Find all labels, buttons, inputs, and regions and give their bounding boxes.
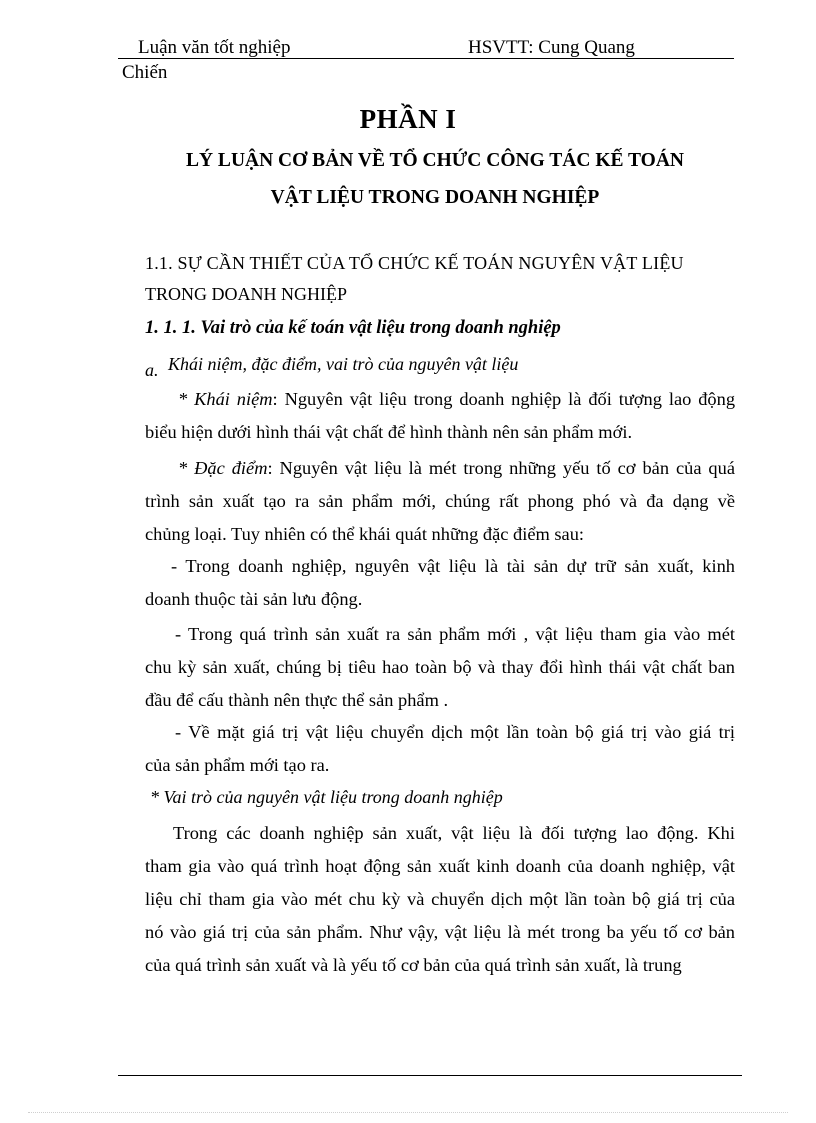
definition-text: : Nguyên vật liệu trong doanh nghiệp là đối tượng lao động <box>272 389 736 409</box>
paragraph-line: của sản phẩm mới tạo ra. <box>145 755 330 775</box>
paragraph-line: chu kỳ sản xuất, chúng bị tiêu hao toàn bộ và thay đổi hình thái vật chất ban <box>145 657 735 677</box>
footer-rule <box>118 1075 742 1076</box>
chapter-title-line-1: LÝ LUẬN CƠ BẢN VỀ TỔ CHỨC CÔNG TÁC KẾ TOÁN <box>185 150 685 171</box>
paragraph-line: - Trong doanh nghiệp, nguyên vật liệu là tài sản dự trữ sản xuất, kinh <box>171 556 735 576</box>
paragraph-line <box>145 452 735 485</box>
paragraph-role <box>145 817 735 982</box>
paragraph-line: doanh thuộc tài sản lưu động. <box>145 589 363 609</box>
characteristics-text: : Nguyên vật liệu là mét trong những yếu tố cơ bản của quá <box>267 458 735 478</box>
header-rule <box>118 58 734 59</box>
header-author-continuation: Chiến <box>122 62 168 83</box>
paragraph-definition <box>145 383 735 449</box>
characteristics-label: * Đặc điểm <box>178 458 268 478</box>
section-heading-line-1: 1.1. SỰ CẦN THIẾT CỦA TỔ CHỨC KẾ TOÁN NGUYÊN VẬT LIỆU <box>145 253 684 273</box>
paragraph-line: tham gia vào quá trình hoạt động sản xuất kinh doanh của doanh nghiệp, vật <box>145 856 735 876</box>
part-title: PHẦN I <box>359 104 457 134</box>
paragraph-line: chủng loại. Tuy nhiên có thể khái quát những đặc điểm sau: <box>145 524 585 544</box>
paragraph-line: - Về mặt giá trị vật liệu chuyển dịch một lần toàn bộ giá trị vào giá trị <box>175 722 735 742</box>
chapter-title-line-2: VẬT LIỆU TRONG DOANH NGHIỆP <box>270 187 600 208</box>
header-author: HSVTT: Cung Quang <box>468 37 635 58</box>
paragraph-bullet-1 <box>145 550 735 616</box>
paragraph-characteristics <box>145 452 735 551</box>
paragraph-line <box>145 383 735 416</box>
paragraph-line: - Trong quá trình sản xuất ra sản phẩm mới , vật liệu tham gia vào mét <box>175 624 735 644</box>
paragraph-line: của quá trình sản xuất và là yếu tố cơ bản của quá trình sản xuất, là trung <box>145 955 682 975</box>
sub-item-heading: Khái niệm, đặc điểm, vai trò của nguyên vật liệu <box>168 354 519 374</box>
section-heading-line-2: TRONG DOANH NGHIỆP <box>145 284 347 304</box>
paragraph-line: nó vào giá trị của sản phẩm. Như vậy, vật liệu là mét trong ba yếu tố cơ bản <box>145 922 735 942</box>
paragraph-bullet-3 <box>145 716 735 782</box>
paragraph-line: trình sản xuất tạo ra sản phẩm mới, chúng rất phong phó và đa dạng về <box>145 491 735 511</box>
sub-item-letter: a. <box>145 360 159 380</box>
paragraph-line: Trong các doanh nghiệp sản xuất, vật liệu là đối tượng lao động. Khi <box>173 823 735 843</box>
paragraph-line: liệu chỉ tham gia vào mét chu kỳ và chuyển dịch một lần toàn bộ giá trị của <box>145 889 735 909</box>
paragraph-bullet-2 <box>145 618 735 717</box>
definition-label: * Khái niệm <box>178 389 273 409</box>
header-title-left: Luận văn tốt nghiệp <box>138 37 291 58</box>
paragraph-line: đầu để cấu thành nên thực thể sản phẩm . <box>145 690 449 710</box>
subsection-heading: 1. 1. 1. Vai trò của kế toán vật liệu trong doanh nghiệp <box>145 318 561 338</box>
role-heading: * Vai trò của nguyên vật liệu trong doanh nghiệp <box>150 787 503 807</box>
page-bottom-border <box>28 1112 788 1113</box>
paragraph-line: biểu hiện dưới hình thái vật chất để hình thành nên sản phẩm mới. <box>145 422 633 442</box>
